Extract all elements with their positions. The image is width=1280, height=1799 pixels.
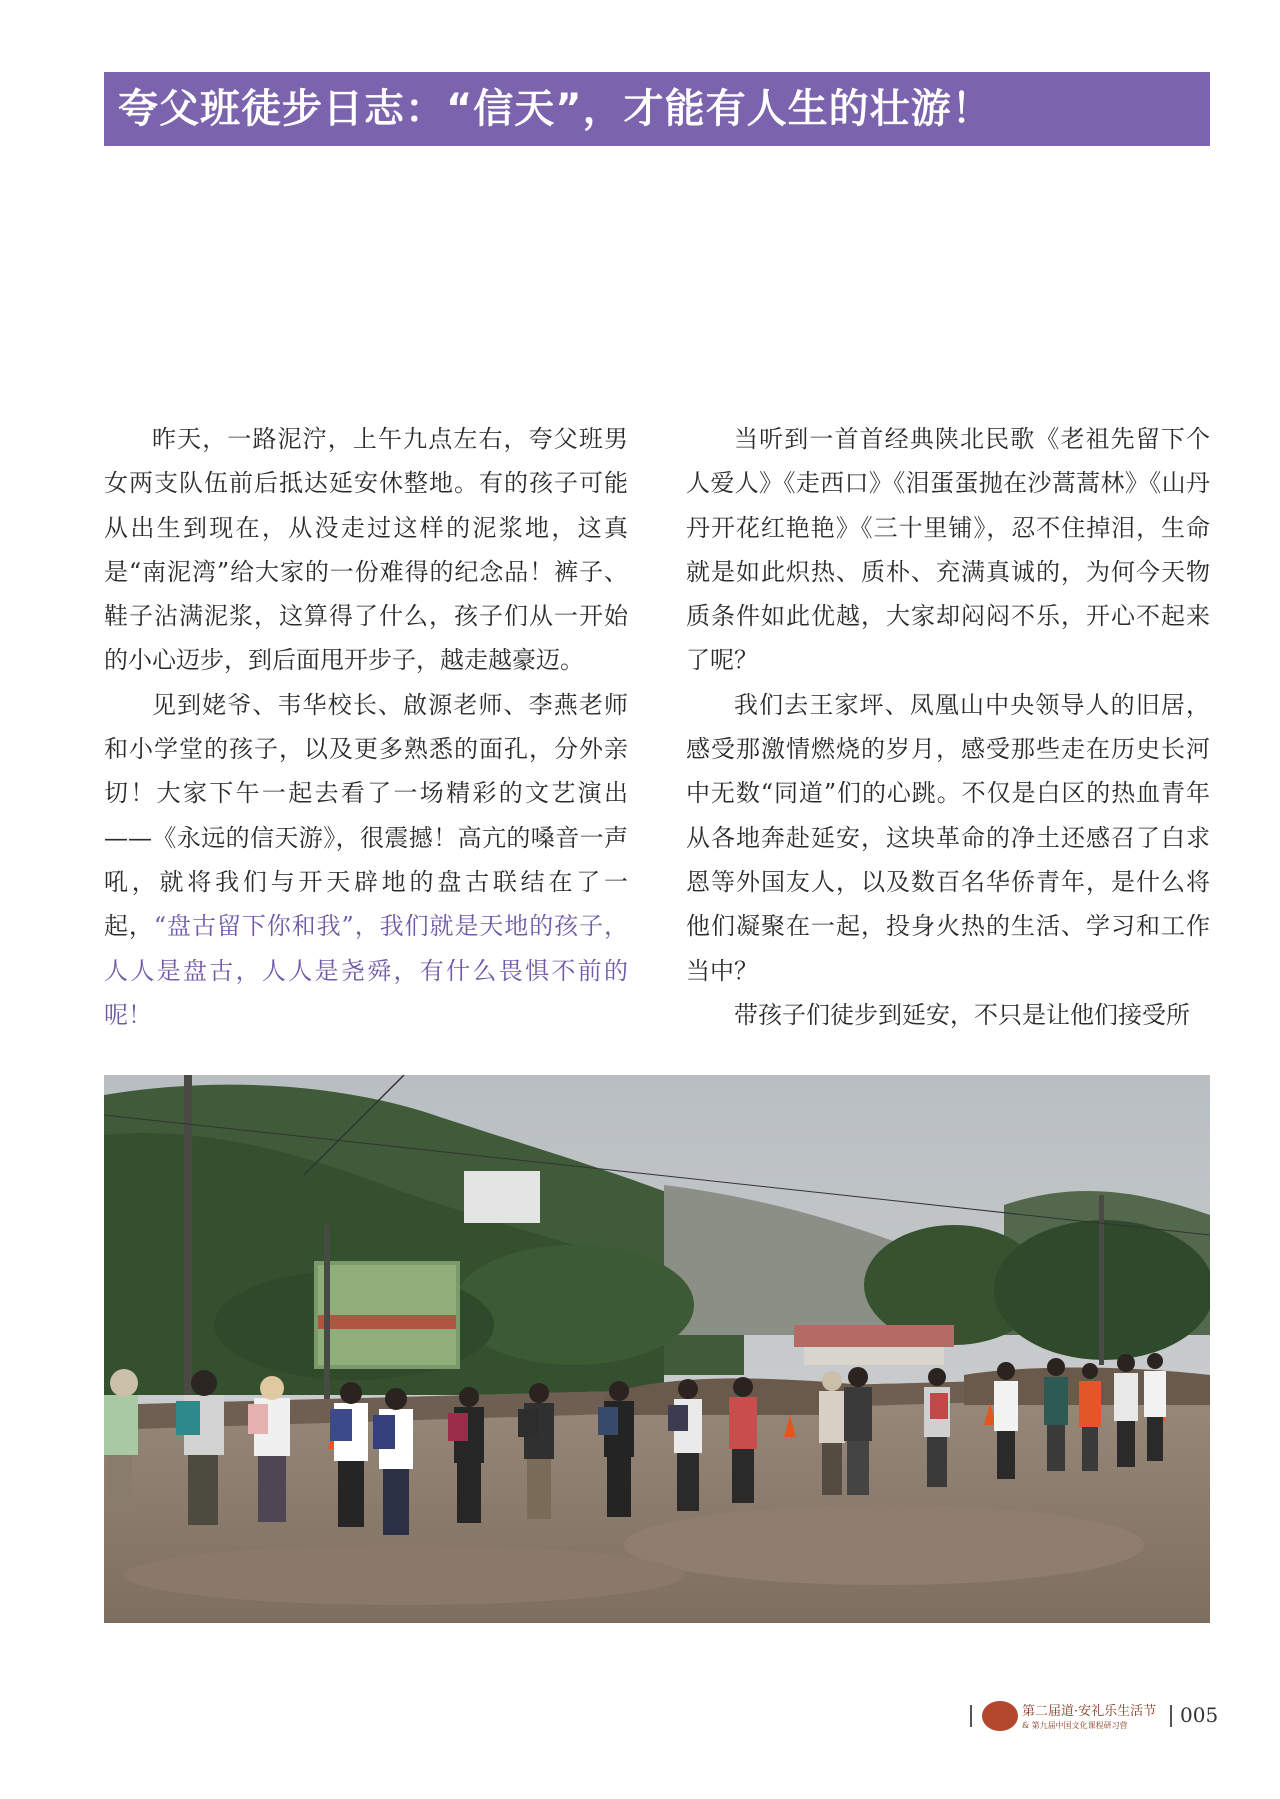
page-title: 夸父班徒步日志：“信天”，才能有人生的壮游！ <box>118 86 993 132</box>
festival-logo-icon <box>982 1701 1018 1731</box>
paragraph-text: 见到姥爷、韦华校长、啟源老师、李燕老师和小学堂的孩子，以及更多熟悉的面孔，分外亲切！大家下午一起去看了一场精彩的文艺演出——《永远的信天游》，很震撼！高亢的嗓音一声吼，就将我们与开天辟地的盘古联结在了一起， <box>104 690 628 941</box>
paragraph: 昨天，一路泥泞，上午九点左右，夸父班男女两支队伍前后抵达延安休整地。有的孩子可能从出生到现在，从没走过这样的泥浆地，这真是“南泥湾”给大家的一份难得的纪念品！裤子、鞋子沾满泥浆，这算得了什么，孩子们从一开始的小心迈步，到后面甩开步子，越走越豪迈。 <box>104 425 628 675</box>
paragraph: 当听到一首首经典陕北民歌《老祖先留下个人爱人》《走西口》《泪蛋蛋抛在沙蒿蒿林》《山丹丹开花红艳艳》《三十里铺》，忍不住掉泪，生命就是如此炽热、质朴、充满真诚的，为何今天物质条件如此优越，大家却闷闷不乐，开心不起来了呢？ <box>686 425 1210 675</box>
highlighted-quote: “盘古留下你和我”，我们就是天地的孩子，人人是盘古，人人是尧舜，有什么畏惧不前的呢！ <box>104 912 628 1029</box>
hiking-photo <box>104 1075 1210 1623</box>
footer-divider <box>1170 1705 1172 1727</box>
paragraph <box>104 683 628 1037</box>
paragraph: 带孩子们徒步到延安，不只是让他们接受所 <box>734 1000 1190 1029</box>
photo-illustration <box>104 1075 1210 1623</box>
paragraph: 我们去王家坪、凤凰山中央领导人的旧居，感受那激情燃烧的岁月，感受那些走在历史长河中无数“同道”们的心跳。不仅是白区的热血青年从各地奔赴延安，这块革命的净土还感召了白求恩等外国友人，以及数百名华侨青年，是什么将他们凝聚在一起，投身火热的生活、学习和工作当中？ <box>686 690 1210 985</box>
article-column-right <box>686 417 1210 1037</box>
article-column-left <box>104 417 628 1037</box>
footer-event-name: 第二届道·安礼乐生活节 <box>1022 1704 1157 1719</box>
footer-divider <box>970 1705 972 1727</box>
title-bar <box>104 72 1210 146</box>
footer-event-subtitle: & 第九届中国文化课程研习营 <box>1022 1721 1128 1730</box>
page-number: 005 <box>1180 1703 1219 1727</box>
page-footer <box>970 1697 1220 1741</box>
